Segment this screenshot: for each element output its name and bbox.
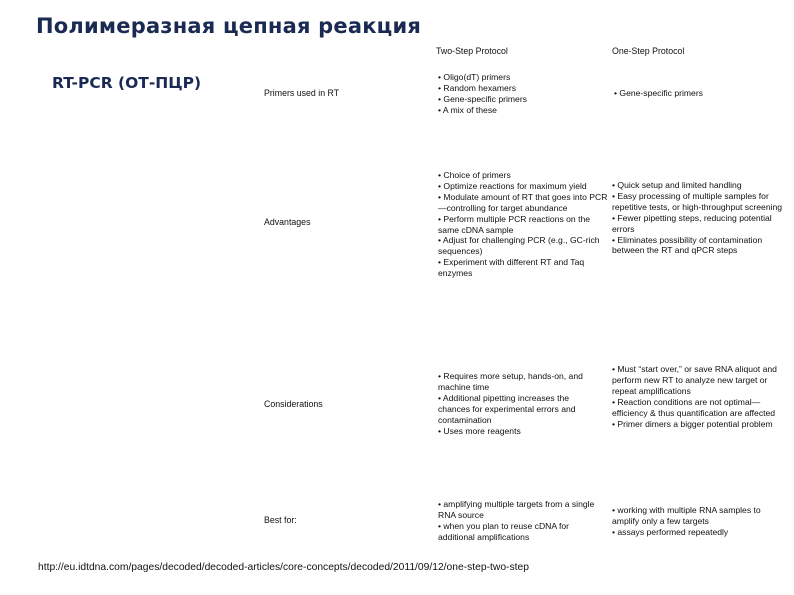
list-item: • Optimize reactions for maximum yield bbox=[438, 180, 587, 191]
list-item: • working with multiple RNA samples to amplify only a few targets bbox=[612, 505, 761, 526]
cell-best-for-one-step bbox=[612, 505, 784, 538]
row-label-advantages: Advantages bbox=[264, 217, 311, 227]
list-item: • Adjust for challenging PCR (e.g., GC-rich sequences) bbox=[438, 235, 600, 257]
list-item: • Gene-specific primers bbox=[438, 93, 527, 104]
cell-advantages-two-step bbox=[438, 170, 610, 279]
row-label-primers: Primers used in RT bbox=[264, 88, 340, 98]
list-item: • Choice of primers bbox=[438, 170, 511, 180]
slide-title: Полимеразная цепная реакция bbox=[36, 14, 422, 38]
list-item: • Oligo(dT) primers bbox=[438, 72, 511, 82]
source-url: http://eu.idtdna.com/pages/decoded/decoded-articles/core-concepts/decoded/2011/09/12/one-step-two-step bbox=[38, 562, 529, 573]
cell-considerations-two-step bbox=[438, 371, 600, 436]
list-item: • A mix of these bbox=[438, 104, 497, 115]
list-item: • Modulate amount of RT that goes into PCR—controlling for target abundance bbox=[438, 191, 608, 213]
list-item: • Uses more reagents bbox=[438, 425, 521, 436]
list-item: • Requires more setup, hands-on, and machine time bbox=[438, 371, 583, 392]
list-item: • Random hexamers bbox=[438, 82, 516, 93]
cell-best-for-two-step bbox=[438, 499, 608, 543]
row-label-considerations: Considerations bbox=[264, 399, 323, 409]
list-item: • Easy processing of multiple samples for repetitive tests, or high-throughput screening bbox=[612, 190, 783, 212]
cell-considerations-one-step bbox=[612, 364, 784, 429]
list-item: • Perform multiple PCR reactions on the same cDNA sample bbox=[438, 213, 591, 235]
list-item: • Eliminates possibility of contamination between the RT and qPCR steps bbox=[612, 234, 763, 256]
list-item: • when you plan to reuse cDNA for additional amplifications bbox=[438, 520, 570, 542]
cell-advantages-one-step bbox=[612, 180, 784, 256]
cell-primers-one-step bbox=[614, 88, 784, 99]
row-label-best-for: Best for: bbox=[264, 515, 297, 525]
column-header-one-step: One-Step Protocol bbox=[612, 46, 685, 56]
list-item: • Additional pipetting increases the chances for experimental errors and contamination bbox=[438, 392, 576, 425]
list-item: • Reaction conditions are not optimal—efficiency & thus quantification are affected bbox=[612, 396, 776, 418]
column-header-two-step: Two-Step Protocol bbox=[436, 46, 508, 56]
list-item: • Gene-specific primers bbox=[614, 88, 703, 98]
cell-primers-two-step bbox=[438, 72, 610, 116]
list-item: • Fewer pipetting steps, reducing potential errors bbox=[612, 212, 772, 234]
list-item: • Quick setup and limited handling bbox=[612, 180, 742, 190]
slide-subtitle: RT-PCR (ОТ-ПЦР) bbox=[52, 74, 202, 92]
list-item: • Must “start over,” or save RNA aliquot and perform new RT to analyze new target or repeat amplifications bbox=[612, 364, 777, 396]
list-item: • amplifying multiple targets from a single RNA source bbox=[438, 499, 595, 520]
list-item: • assays performed repeatedly bbox=[612, 526, 729, 537]
list-item: • Primer dimers a bigger potential problem bbox=[612, 418, 773, 429]
list-item: • Experiment with different RT and Taq enzymes bbox=[438, 257, 585, 279]
